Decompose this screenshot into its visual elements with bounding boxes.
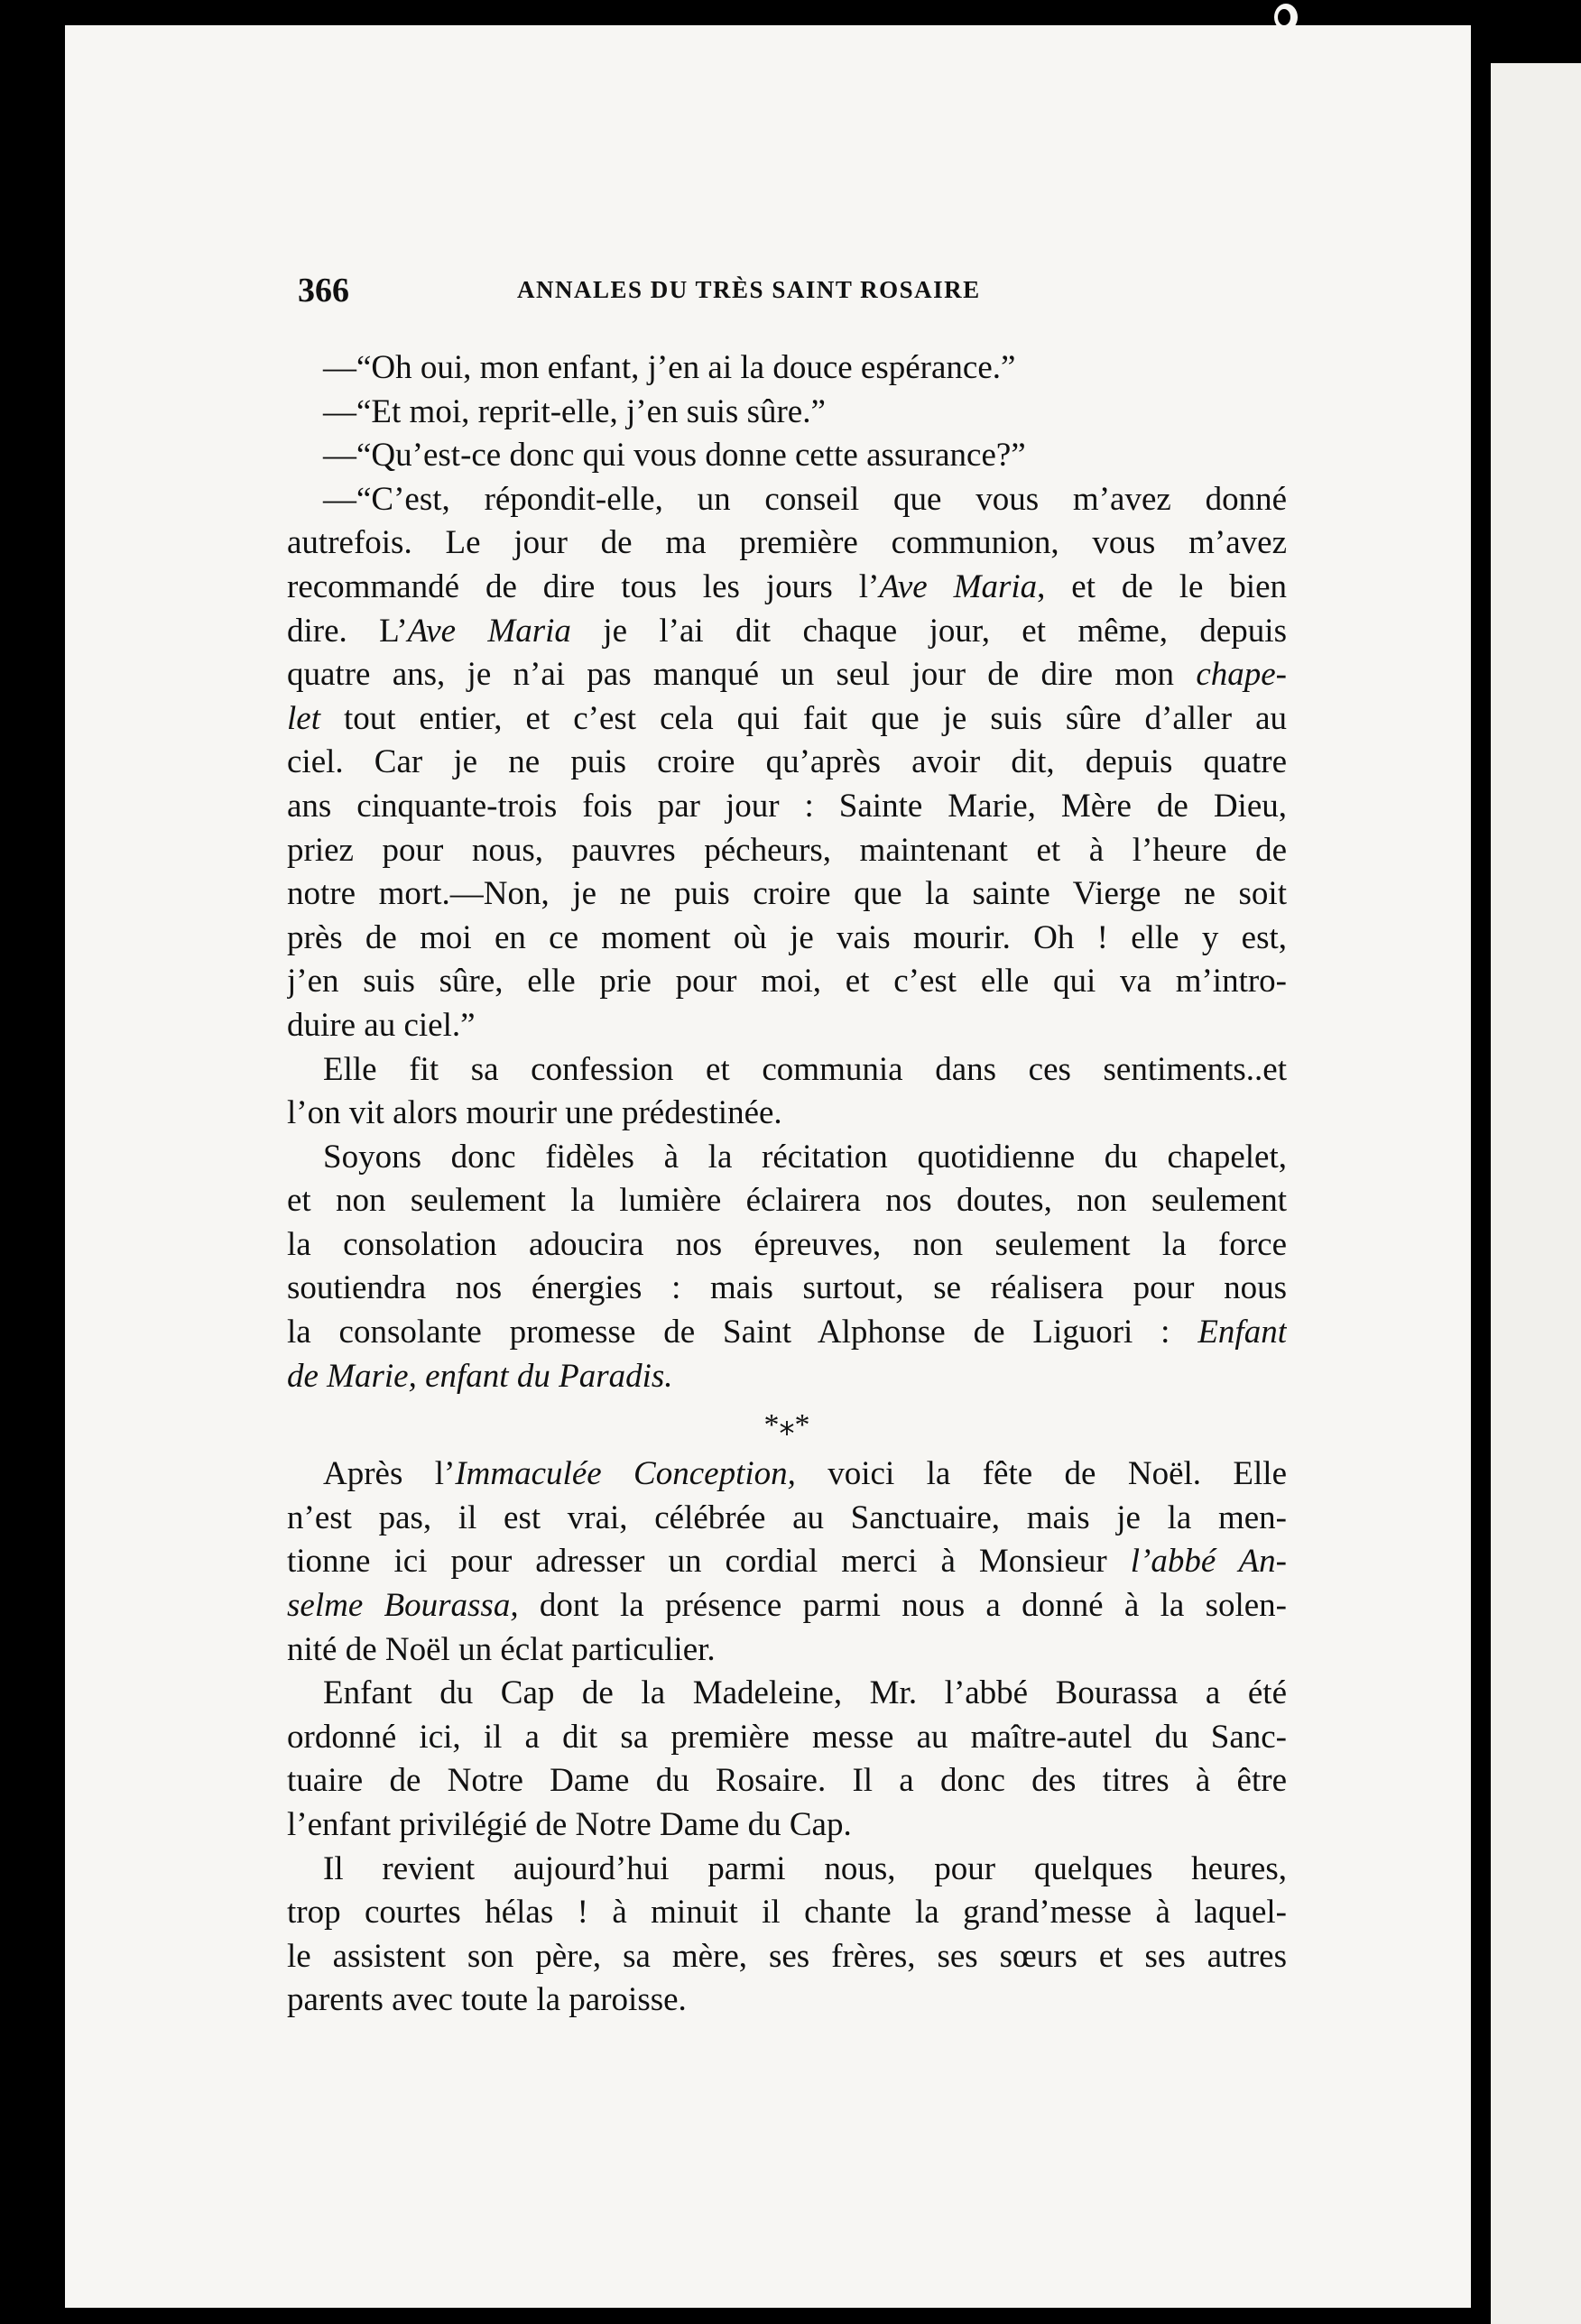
- text-line: l’on vit alors mourir une prédestinée.: [287, 1094, 782, 1132]
- text-line: la consolante promesse de Saint Alphonse de Liguori : Enfant: [287, 1314, 1287, 1351]
- text-line: l’enfant privilégié de Notre Dame du Cap.: [287, 1806, 852, 1843]
- text-line: selme Bourassa, dont la présence parmi nous a donné à la solen-: [287, 1587, 1287, 1625]
- text-line: Soyons donc fidèles à la récitation quotidienne du chapelet,: [323, 1138, 1287, 1176]
- text-line: Enfant du Cap de la Madeleine, Mr. l’abbé Bourassa a été: [323, 1674, 1287, 1712]
- text-line: tuaire de Notre Dame du Rosaire. Il a donc des titres à être: [287, 1762, 1287, 1800]
- text-line: tionne ici pour adresser un cordial merci à Monsieur l’abbé An-: [287, 1543, 1287, 1581]
- text-line: Après l’Immaculée Conception, voici la fête de Noël. Elle: [323, 1455, 1287, 1493]
- section-separator: *⁎*: [763, 1408, 810, 1443]
- text-line: —“Et moi, reprit-elle, j’en suis sûre.”: [323, 392, 826, 430]
- text-line: —“Oh oui, mon enfant, j’en ai la douce espérance.”: [323, 349, 1016, 386]
- text-line: Il revient aujourd’hui parmi nous, pour quelques heures,: [323, 1849, 1287, 1887]
- text-line: parents avec toute la paroisse.: [287, 1981, 687, 2019]
- binding-gutter: [1471, 0, 1491, 2324]
- text-line: soutiendra nos énergies : mais surtout, se réalisera pour nous: [287, 1269, 1287, 1307]
- text-line: ciel. Car je ne puis croire qu’après avoir dit, depuis quatre: [287, 743, 1287, 781]
- text-line: le assistent son père, sa mère, ses frères, ses sœurs et ses autres: [287, 1937, 1287, 1975]
- text-line: n’est pas, il est vrai, célébrée au Sanctuaire, mais je la men-: [287, 1499, 1287, 1536]
- text-line: de Marie, enfant du Paradis.: [287, 1357, 673, 1395]
- text-line: notre mort.—Non, je ne puis croire que la sainte Vierge ne soit: [287, 875, 1287, 913]
- text-line: ordonné ici, il a dit sa première messe au maître-autel du Sanc-: [287, 1718, 1287, 1756]
- text-line: nité de Noël un éclat particulier.: [287, 1630, 716, 1668]
- text-line: let tout entier, et c’est cela qui fait que je suis sûre d’aller au: [287, 699, 1287, 737]
- text-line: priez pour nous, pauvres pécheurs, maintenant et à l’heure de: [287, 831, 1287, 869]
- text-line: dire. L’Ave Maria je l’ai dit chaque jour, et même, depuis: [287, 612, 1287, 650]
- body-text: [287, 346, 1287, 2023]
- text-line: trop courtes hélas ! à minuit il chante la grand’messe à laquel-: [287, 1894, 1287, 1932]
- text-line: —“C’est, répondit-elle, un conseil que vous m’avez donné: [323, 480, 1287, 518]
- page-header: [298, 271, 1290, 325]
- facing-page-edge: [1491, 63, 1581, 2324]
- text-line: ans cinquante-trois fois par jour : Sainte Marie, Mère de Dieu,: [287, 787, 1287, 825]
- text-line: duire au ciel.”: [287, 1006, 476, 1044]
- text-line: et non seulement la lumière éclairera nos doutes, non seulement: [287, 1182, 1287, 1220]
- page-number: 366: [298, 272, 349, 309]
- text-line: la consolation adoucira nos épreuves, non seulement la force: [287, 1225, 1287, 1263]
- scan-mark-hole: [1278, 9, 1290, 25]
- text-line: j’en suis sûre, elle prie pour moi, et c’est elle qui va m’intro-: [287, 963, 1287, 1001]
- text-line: —“Qu’est-ce donc qui vous donne cette assurance?”: [323, 437, 1026, 475]
- text-line: autrefois. Le jour de ma première communion, vous m’avez: [287, 524, 1287, 562]
- text-line: près de moi en ce moment où je vais mourir. Oh ! elle y est,: [287, 918, 1287, 956]
- text-line: quatre ans, je n’ai pas manqué un seul jour de dire mon chape-: [287, 656, 1287, 694]
- text-line: Elle fit sa confession et communia dans ces sentiments..et: [323, 1050, 1287, 1088]
- running-title: ANNALES DU TRÈS SAINT ROSAIRE: [517, 276, 981, 303]
- text-line: recommandé de dire tous les jours l’Ave Maria, et de le bien: [287, 567, 1287, 605]
